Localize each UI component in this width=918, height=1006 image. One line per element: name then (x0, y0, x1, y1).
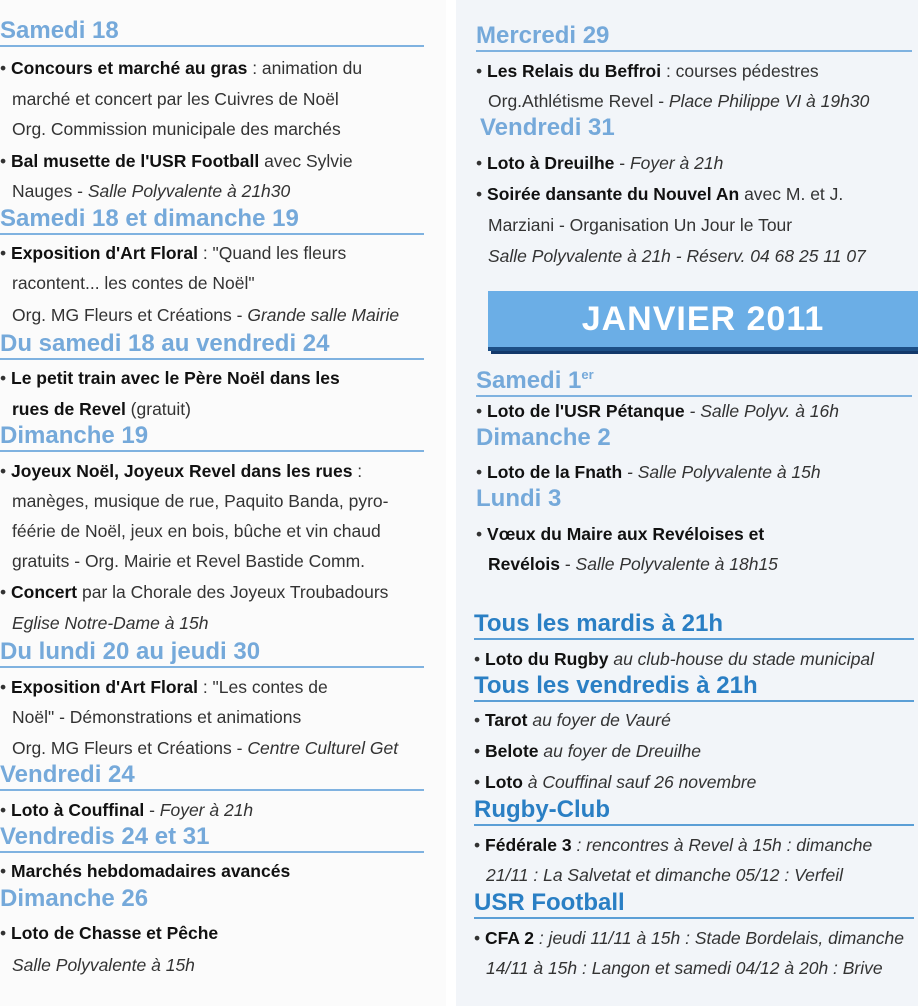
event-entry: • Concert par la Chorale des Joyeux Troubadours (0, 582, 389, 602)
date-heading: Vendredi 31 (480, 114, 615, 141)
event-entry: • Tarot au foyer de Vauré (474, 710, 671, 730)
date-heading: Du lundi 20 au jeudi 30 (0, 638, 424, 668)
event-entry: • Loto du Rugby au club-house du stade municipal (474, 649, 875, 669)
event-venue: Org.Athlétisme Revel - Place Philippe VI à 19h30 (488, 91, 870, 111)
event-entry: • Bal musette de l'USR Football avec Sylvie (0, 151, 353, 171)
event-entry: • Loto de l'USR Pétanque - Salle Polyv. à 16h (476, 401, 840, 421)
event-venue: Eglise Notre-Dame à 15h (12, 613, 209, 633)
event-text: Revélois - Salle Polyvalente à 18h15 (488, 554, 778, 574)
section-heading: Tous les mardis à 21h (474, 610, 914, 640)
date-heading: Samedi 18 et dimanche 19 (0, 205, 424, 235)
date-heading: Du samedi 18 au vendredi 24 (0, 330, 424, 360)
event-text: marché et concert par les Cuivres de Noël (12, 89, 339, 109)
date-heading: Samedi 1er (476, 361, 912, 397)
event-text: Marziani - Organisation Un Jour le Tour (488, 215, 793, 235)
column-gutter (446, 0, 456, 1006)
event-entry: • Exposition d'Art Floral : "Les contes de (0, 677, 328, 697)
event-entry: • Loto à Couffinal - Foyer à 21h (0, 800, 254, 820)
date-heading: Vendredis 24 et 31 (0, 823, 424, 853)
event-entry: • Loto à Dreuilhe - Foyer à 21h (476, 153, 724, 173)
event-entry: • Belote au foyer de Dreuilhe (474, 741, 701, 761)
date-heading: Dimanche 26 (0, 885, 149, 912)
event-venue: Org. MG Fleurs et Créations - Grande salle Mairie (12, 305, 400, 325)
event-entry: • Joyeux Noël, Joyeux Revel dans les rues : (0, 461, 363, 481)
event-entry: • Loto à Couffinal sauf 26 novembre (474, 772, 757, 792)
event-text: 14/11 à 15h : Langon et samedi 04/12 à 20h : Brive (486, 958, 883, 978)
event-text: manèges, musique de rue, Paquito Banda, pyro- (12, 491, 389, 511)
section-heading: Tous les vendredis à 21h (474, 672, 914, 702)
event-venue: Org. MG Fleurs et Créations - Centre Culturel Get (12, 738, 399, 758)
event-text: gratuits - Org. Mairie et Revel Bastide Comm. (12, 551, 366, 571)
event-text: 21/11 : La Salvetat et dimanche 05/12 : Verfeil (486, 865, 844, 885)
event-entry: • Concours et marché au gras : animation du (0, 58, 363, 78)
event-venue: Nauges - Salle Polyvalente à 21h30 (12, 181, 291, 201)
date-heading: Dimanche 2 (476, 424, 611, 451)
section-heading: USR Football (474, 889, 914, 919)
event-entry: • Exposition d'Art Floral : "Quand les fleurs (0, 243, 347, 263)
event-venue: Salle Polyvalente à 21h - Réserv. 04 68 25 11 07 (488, 246, 866, 266)
date-heading: Lundi 3 (476, 485, 562, 512)
event-text: féérie de Noël, jeux en bois, bûche et vin chaud (12, 521, 381, 541)
date-heading: Mercredi 29 (476, 22, 912, 52)
date-heading: Vendredi 24 (0, 761, 424, 791)
event-entry: • Le petit train avec le Père Noël dans les (0, 368, 340, 388)
date-heading: Samedi 18 (0, 17, 424, 47)
event-organizer: Org. Commission municipale des marchés (12, 119, 341, 139)
event-entry: • Les Relais du Beffroi : courses pédestres (476, 61, 819, 81)
event-entry: • Fédérale 3 : rencontres à Revel à 15h : dimanche (474, 835, 873, 855)
event-text: Noël" - Démonstrations et animations (12, 707, 302, 727)
month-banner: JANVIER 2011 (488, 291, 918, 351)
date-heading: Dimanche 19 (0, 422, 424, 452)
event-entry: • Marchés hebdomadaires avancés (0, 861, 291, 881)
event-entry: • Loto de Chasse et Pêche (0, 923, 219, 943)
section-heading: Rugby-Club (474, 796, 914, 826)
event-entry: • CFA 2 : jeudi 11/11 à 15h : Stade Bordelais, dimanche (474, 928, 904, 948)
event-entry: • Vœux du Maire aux Revéloises et (476, 524, 765, 544)
event-venue: Salle Polyvalente à 15h (12, 955, 195, 975)
event-text: rues de Revel (gratuit) (12, 399, 191, 419)
event-text: racontent... les contes de Noël" (12, 273, 255, 293)
event-entry: • Soirée dansante du Nouvel An avec M. et J. (476, 184, 844, 204)
event-entry: • Loto de la Fnath - Salle Polyvalente à 15h (476, 462, 821, 482)
